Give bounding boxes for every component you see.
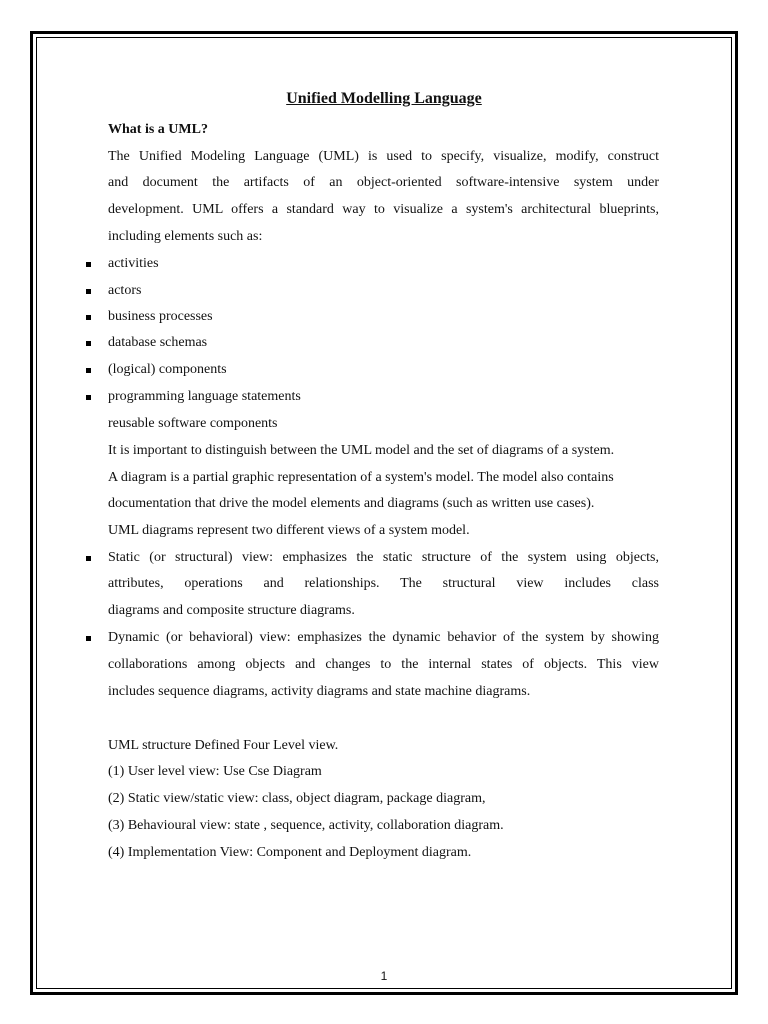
paragraph-line: UML diagrams represent two different views of a system model. — [108, 523, 470, 538]
bullet-marker — [86, 262, 91, 267]
element-item-tail: reusable software components — [108, 416, 278, 431]
intro-line-1: The Unified Modeling Language (UML) is used to specify, visualize, modify, construct — [108, 149, 659, 164]
element-item: database schemas — [108, 335, 208, 350]
level-item: (1) User level view: Use Cse Diagram — [108, 764, 322, 779]
level-item: (4) Implementation View: Component and Deployment diagram. — [108, 845, 472, 860]
structure-heading: UML structure Defined Four Level view. — [108, 738, 339, 753]
intro-line-4: including elements such as: — [108, 229, 263, 244]
page-number: 1 — [380, 969, 388, 983]
static-view-line-3: diagrams and composite structure diagrams. — [108, 603, 355, 618]
element-item: business processes — [108, 309, 213, 324]
bullet-marker — [86, 341, 91, 346]
bullet-marker — [86, 368, 91, 373]
level-item: (3) Behavioural view: state , sequence, activity, collaboration diagram. — [108, 818, 504, 833]
static-view-line-1: Static (or structural) view: emphasizes the static structure of the system using objects, — [108, 550, 659, 565]
bullet-marker — [86, 289, 91, 294]
bullet-marker — [86, 556, 91, 561]
element-item: programming language statements — [108, 389, 301, 404]
dynamic-view-line-1: Dynamic (or behavioral) view: emphasizes the dynamic behavior of the system by showing — [108, 630, 659, 645]
level-item: (2) Static view/static view: class, object diagram, package diagram, — [108, 791, 486, 806]
section-heading: What is a UML? — [108, 122, 208, 137]
static-view-line-2: attributes, operations and relationships. The structural view includes class — [108, 576, 659, 591]
document-title: Unified Modelling Language — [286, 90, 482, 107]
dynamic-view-line-3: includes sequence diagrams, activity diagrams and state machine diagrams. — [108, 684, 531, 699]
element-item: (logical) components — [108, 362, 227, 377]
intro-line-2: and document the artifacts of an object-oriented software-intensive system under — [108, 175, 659, 190]
paragraph-line: A diagram is a partial graphic representation of a system's model. The model also contains — [108, 470, 614, 485]
element-item: actors — [108, 283, 142, 298]
bullet-marker — [86, 315, 91, 320]
bullet-marker — [86, 636, 91, 641]
paragraph-line: It is important to distinguish between the UML model and the set of diagrams of a system. — [108, 443, 615, 458]
paragraph-line: documentation that drive the model elements and diagrams (such as written use cases). — [108, 496, 595, 511]
intro-line-3: development. UML offers a standard way to visualize a system's architectural blueprints, — [108, 202, 659, 217]
element-item: activities — [108, 256, 159, 271]
bullet-marker — [86, 395, 91, 400]
dynamic-view-line-2: collaborations among objects and changes to the internal states of objects. This view — [108, 657, 659, 672]
